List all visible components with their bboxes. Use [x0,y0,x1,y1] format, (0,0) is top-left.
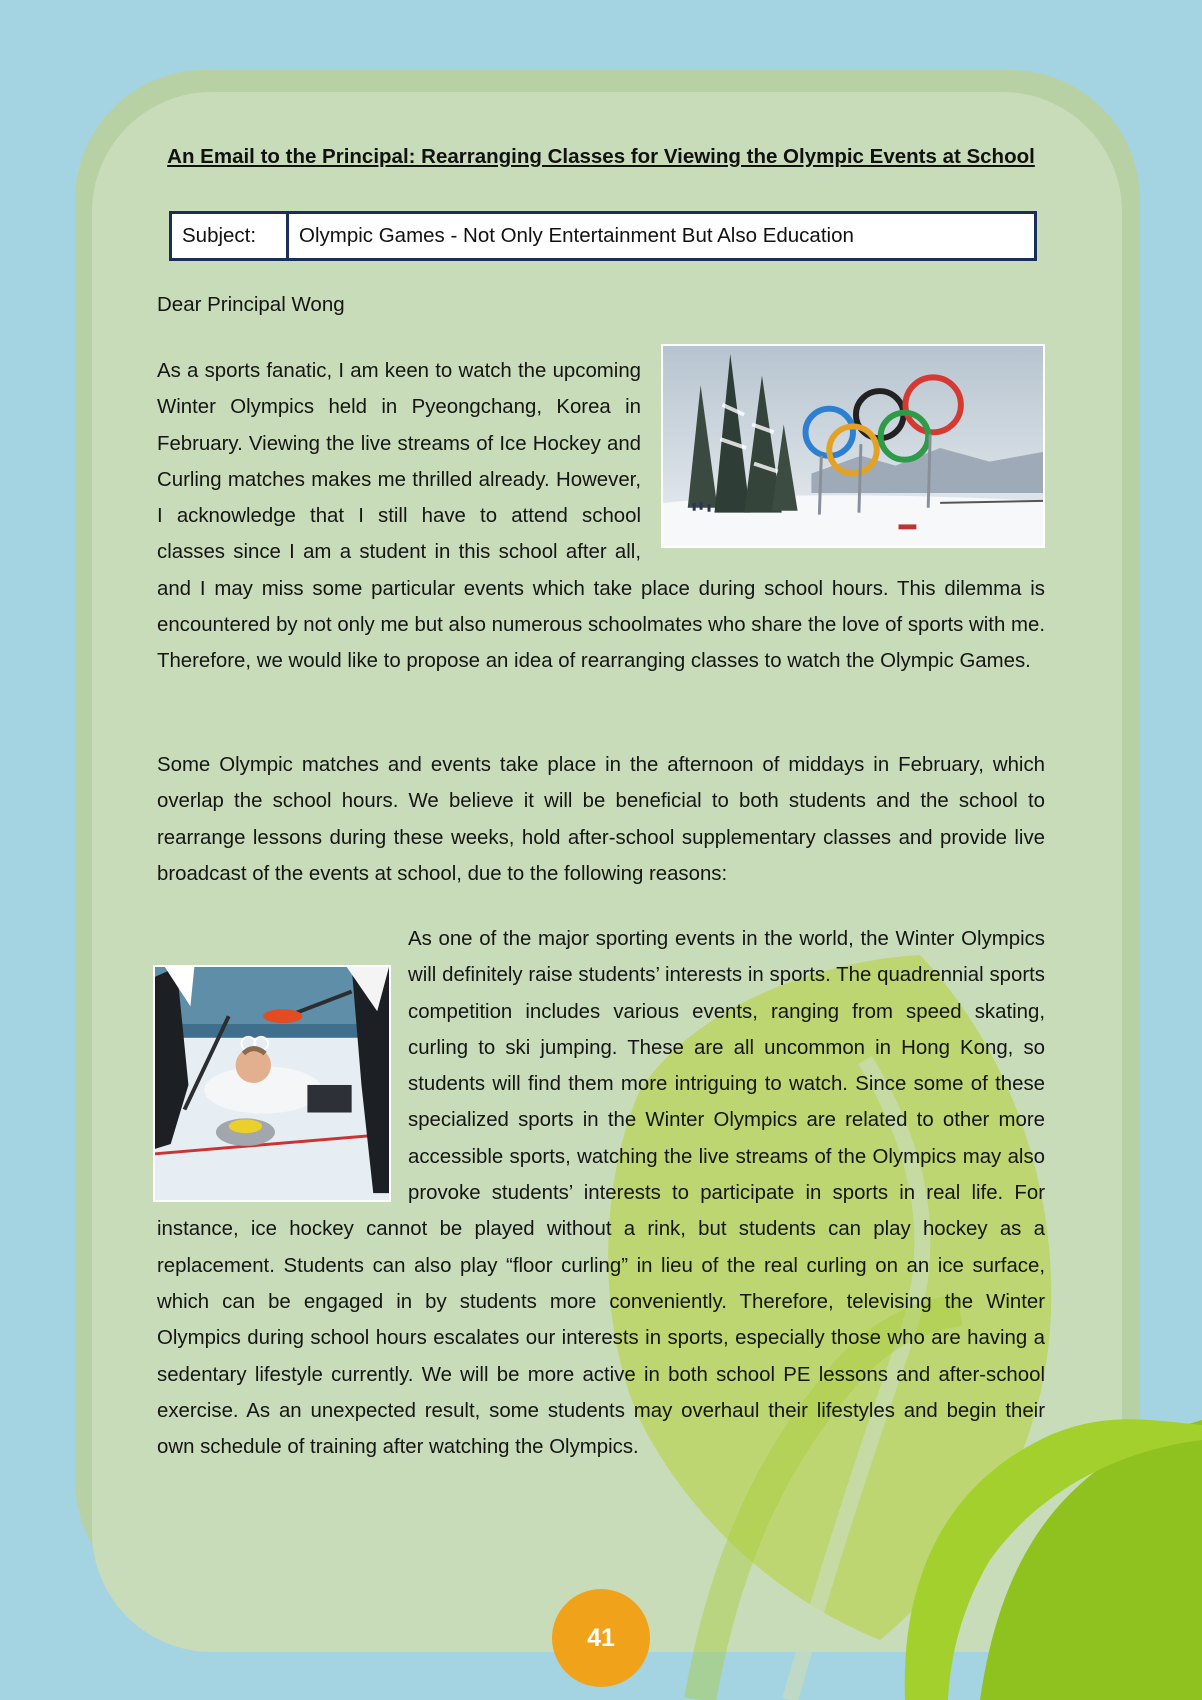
document-title: An Email to the Principal: Rearranging Classes for Viewing the Olympic Events at School [167,145,1035,168]
paragraph-1: As a sports fanatic, I am keen to watch the upcoming Winter Olympics held in Pyeongchang, Korea in February. Viewing the live streams of Ice Hockey and Curling matches makes me thrilled already. However, I acknowledge that I still have to attend school classes since I am a student in this school after all, and I may miss some particular events which take place during school hours. This dilemma is encountered by not only me but also numerous schoolmates who share the love of sports with me. Therefore, we would like to propose an idea of rearranging classes to watch the Olympic Games. [157,360,1045,673]
paragraph-2: Some Olympic matches and events take place in the afternoon of middays in February, which overlap the school hours. We believe it will be beneficial to both students and the school to rearrange lessons during these weeks, hold after-school supplementary classes and provide live broadcast of the events at school, due to the following reasons: [157,754,1045,885]
olympic-rings-photo [661,344,1045,548]
page-number-badge: 41 [552,1589,650,1687]
paragraph-3: As one of the major sporting events in the world, the Winter Olympics will definitely raise students’ interests in sports. The quadrennial sports competition includes various events, ranging from speed skating, curling to ski jumping. These are all uncommon in Hong Kong, so students will find them more intriguing to watch. Since some of these specialized sports in the Winter Olympics are related to other more accessible sports, watching the live streams of the Olympics may also provoke students’ interests to participate in sports in real life. For instance, ice hockey cannot be played without a rink, but students can play hockey as a replacement. Students can also play “floor curling” in lieu of the real curling on an ice surface, which can be engaged in by students more conveniently. Therefore, televising the Winter Olympics during school hours escalates our interests in sports, especially those who are having a sedentary lifestyle currently. We will be more active in both school PE lessons and after-school exercise. As an unexpected result, some students may overhaul their lifestyles and begin their own schedule of training after watching the Olympics. [157,928,1045,1459]
subject-value: Olympic Games - Not Only Entertainment But Also Education [299,224,854,247]
curling-photo [153,965,391,1202]
subject-box [169,211,1037,261]
salutation: Dear Principal Wong [157,293,345,316]
subject-label: Subject: [172,214,289,258]
